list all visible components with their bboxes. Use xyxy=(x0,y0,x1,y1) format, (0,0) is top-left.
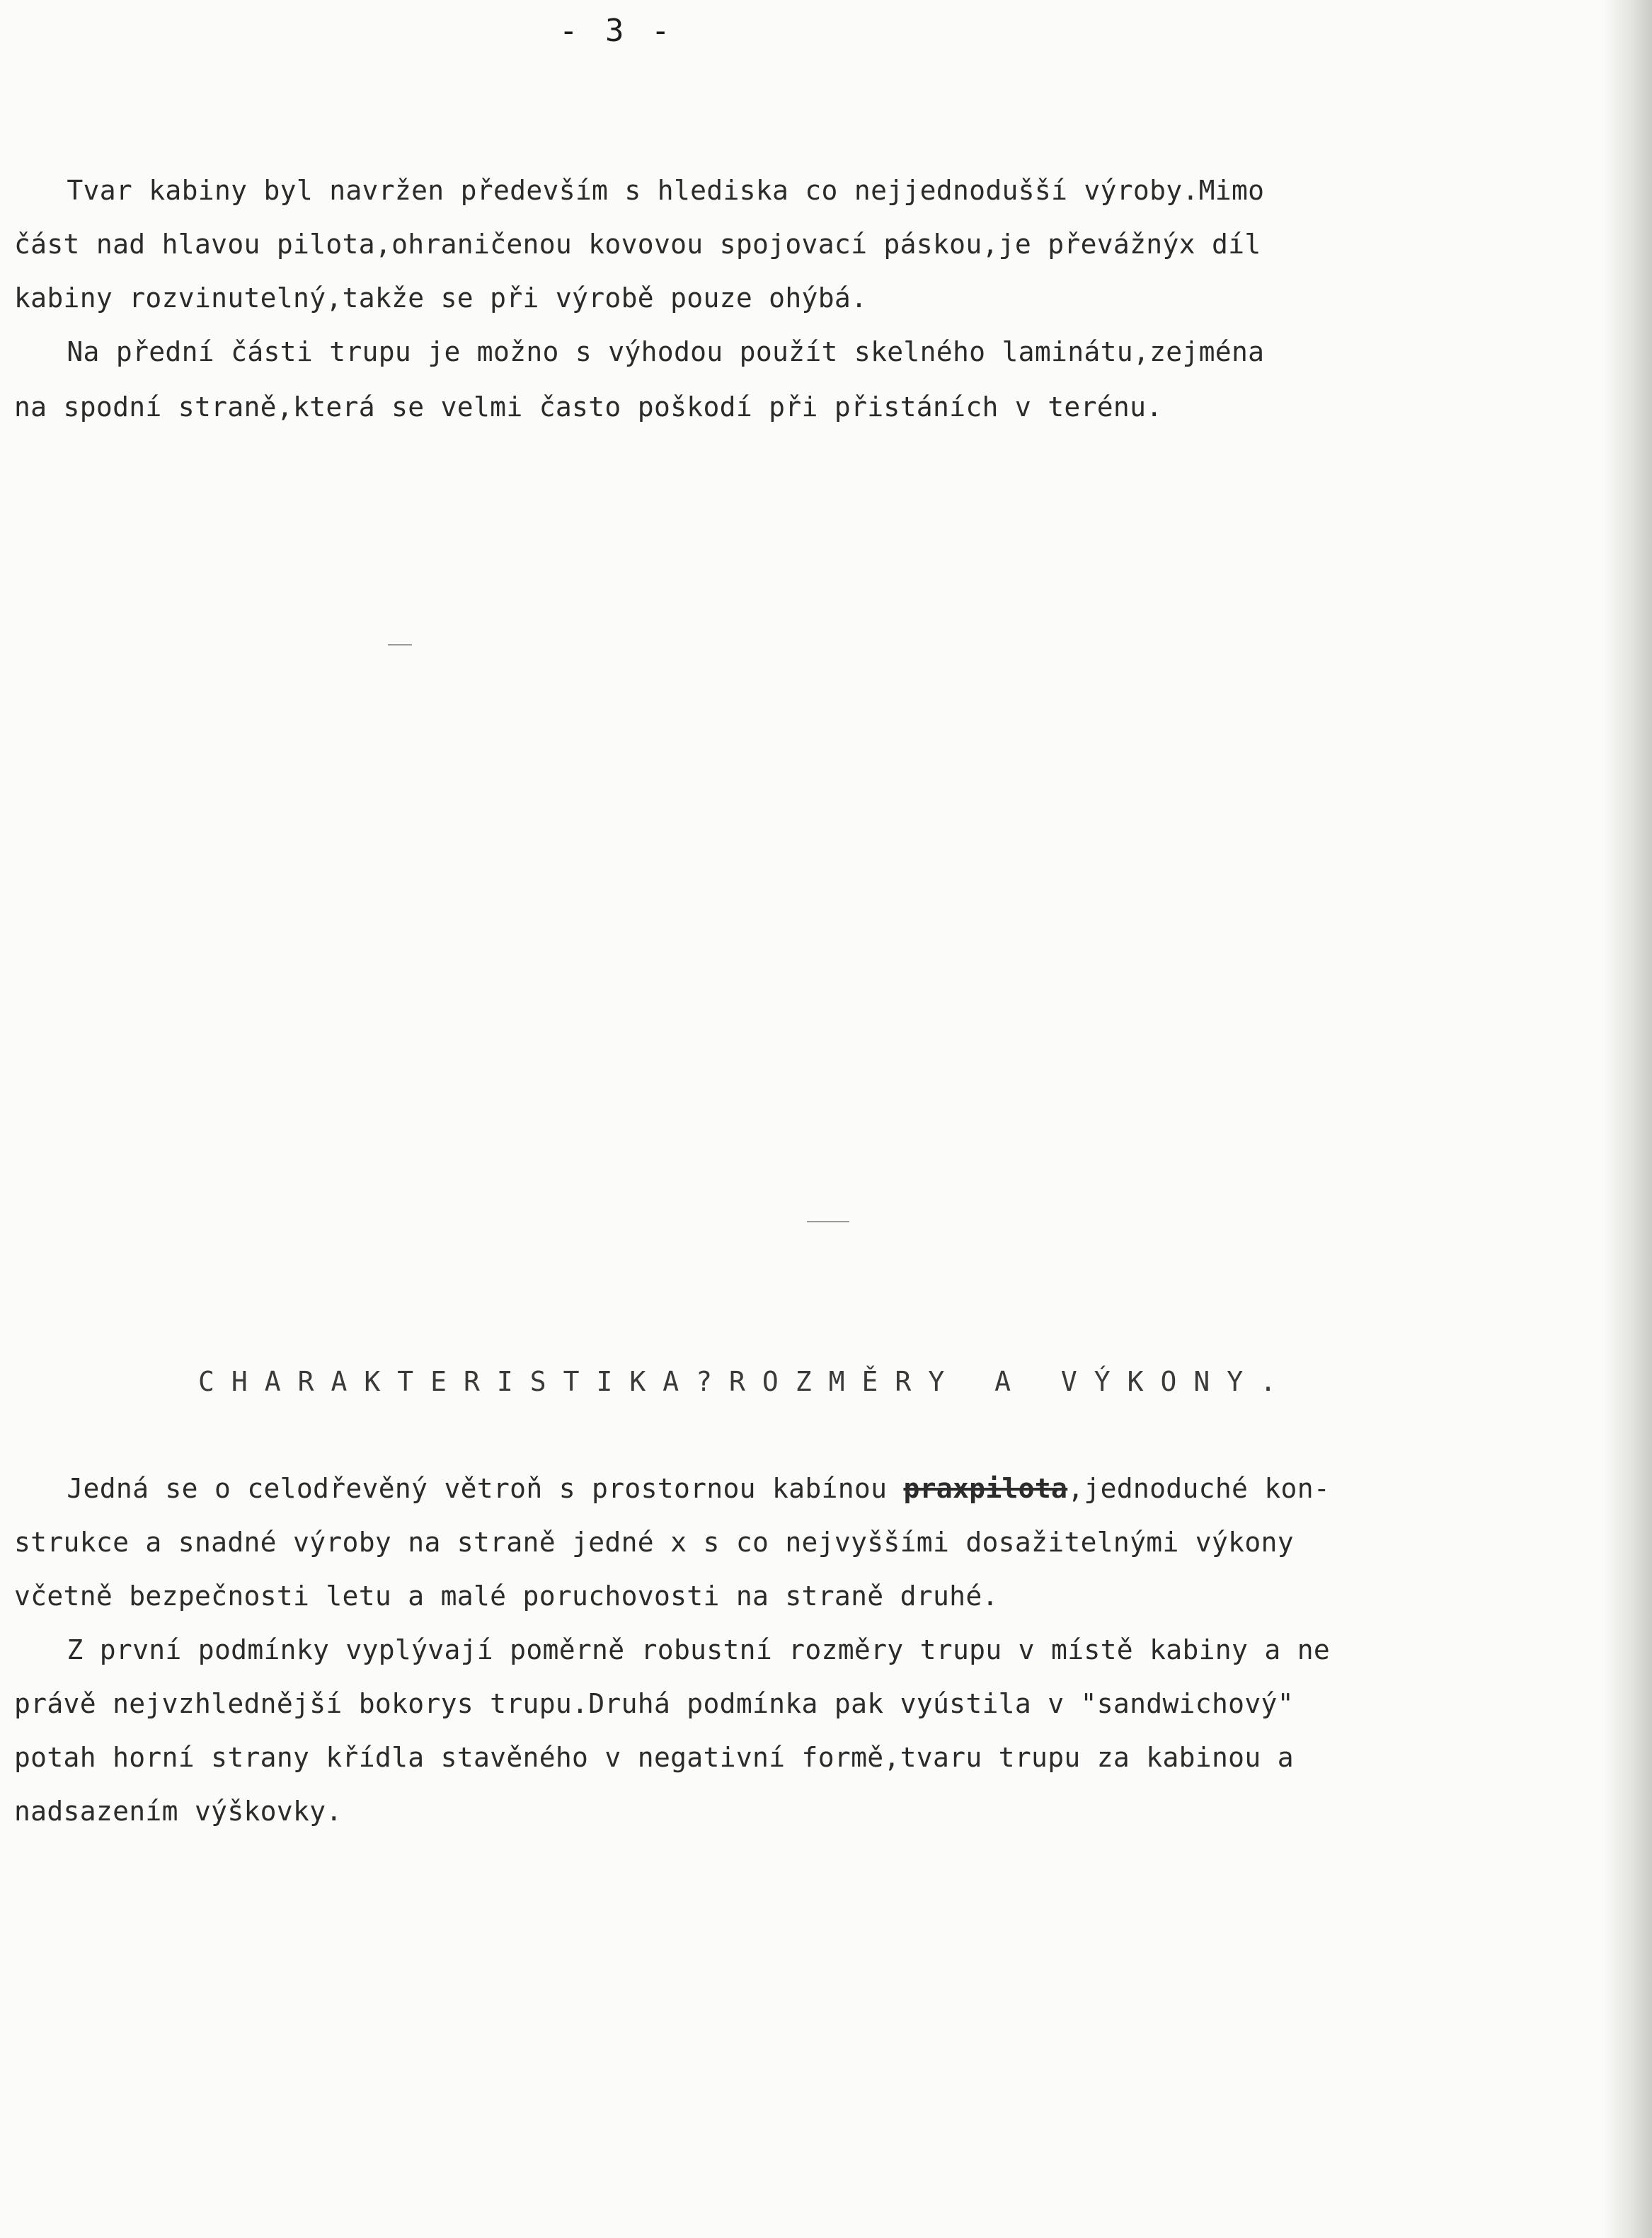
struck-word: praxpilota xyxy=(903,1473,1068,1504)
text-line: strukce a snadné výroby na straně jedné x s co nejvyššími dosažitelnými výkony xyxy=(14,1527,1294,1558)
stray-mark xyxy=(807,1221,849,1222)
text-line: Z první podmínky vyplývají poměrně robustní rozměry trupu v místě kabiny a ne xyxy=(34,1634,1331,1665)
text-line: část nad hlavou pilota,ohraničenou kovovou spojovací páskou,je převážnýx díl xyxy=(14,229,1261,260)
text-line: nadsazením výškovky. xyxy=(14,1796,343,1827)
section-heading: CHARAKTERISTIKA?ROZMĚRY A VÝKONY. xyxy=(198,1366,1293,1397)
stray-mark xyxy=(388,644,412,645)
text-line: právě nejvzhlednější bokorys trupu.Druhá podmínka pak vyústila v "sandwichový" xyxy=(14,1688,1294,1719)
text-segment: ,jednoduché kon- xyxy=(1067,1473,1331,1504)
text-line: včetně bezpečnosti letu a malé poruchovosti na straně druhé. xyxy=(14,1580,999,1612)
text-line: kabiny rozvinutelný,takže se při výrobě pouze ohýbá. xyxy=(14,282,868,314)
text-line: na spodní straně,která se velmi často poškodí při přistáních v terénu. xyxy=(14,391,1163,423)
text-line: Tvar kabiny byl navržen především s hlediska co nejjednodušší výroby.Mimo xyxy=(34,175,1265,206)
scan-edge xyxy=(1602,0,1652,2238)
page-number: - 3 - xyxy=(559,13,675,49)
text-line xyxy=(34,1472,1330,1505)
text-line: Na přední části trupu je možno s výhodou použít skelného laminátu,zejména xyxy=(34,336,1265,367)
text-line: potah horní strany křídla stavěného v negativní formě,tvaru trupu za kabinou a xyxy=(14,1742,1294,1773)
text-segment: Jedná se o celodřevěný větroň s prostornou kabínou xyxy=(34,1473,904,1504)
